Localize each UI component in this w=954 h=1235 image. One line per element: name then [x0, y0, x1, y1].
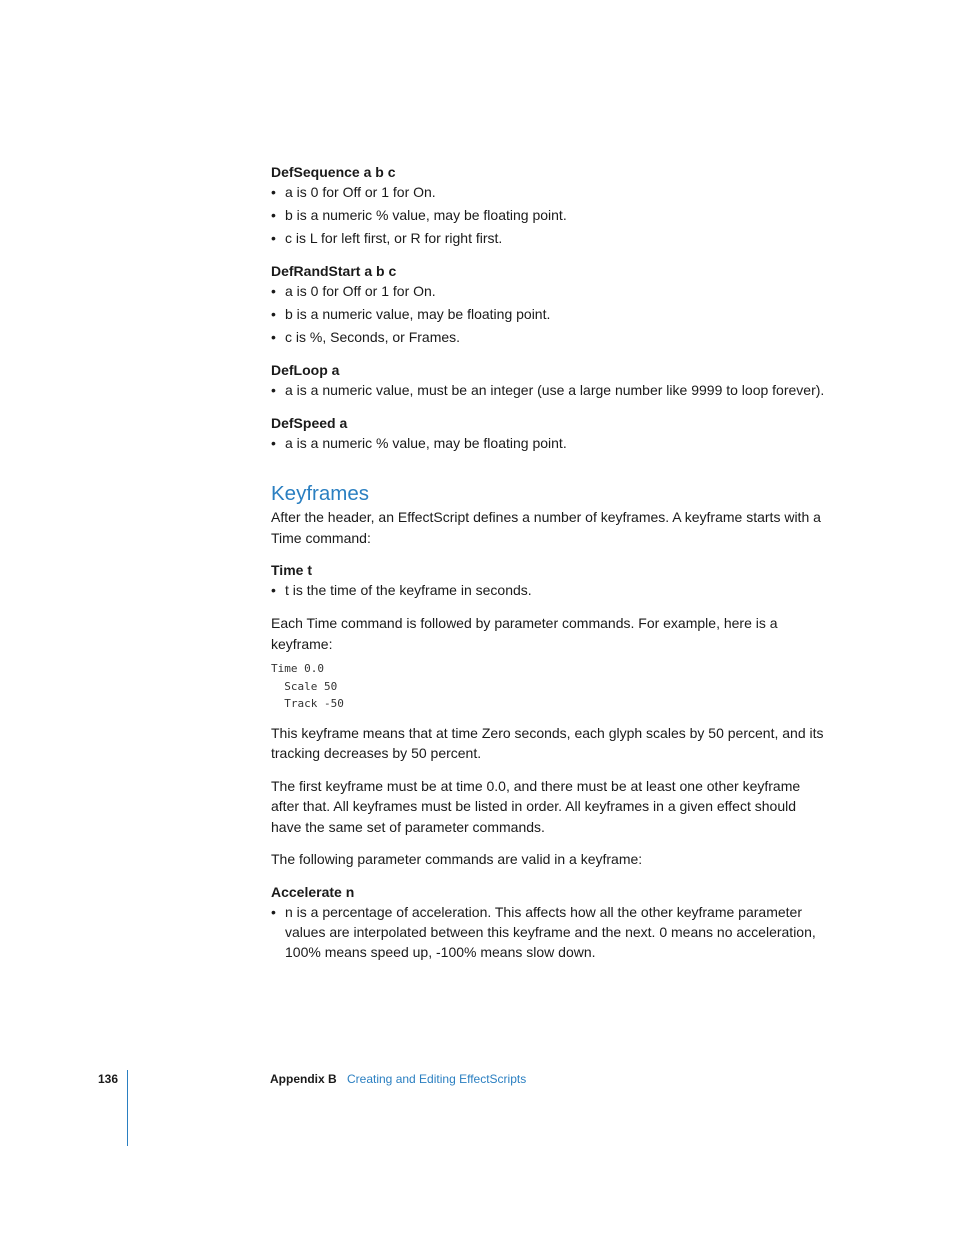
- list-item: • a is a numeric % value, may be floating point.: [271, 435, 567, 451]
- bullet-list: [271, 380, 827, 400]
- paragraph-meaning: This keyframe means that at time Zero seconds, each glyph scales by 50 percent, and its tracking decreases by 50 percent.: [271, 724, 824, 761]
- list-item: • a is 0 for Off or 1 for On.: [271, 283, 436, 299]
- definition-block-defloop: [271, 360, 827, 400]
- list-item: • c is %, Seconds, or Frames.: [271, 329, 461, 345]
- definition-block-defsequence: [271, 162, 827, 248]
- paragraph-rules: The first keyframe must be at time 0.0, and there must be at least one other keyframe after that. All keyframes must be listed in order. All keyframes in a given effect should have the same set of parameter commands.: [271, 777, 801, 835]
- paragraph-intro: After the header, an EffectScript defines a number of keyframes. A keyframe starts with a Time command:: [271, 509, 821, 546]
- bullet-icon: •: [271, 382, 276, 398]
- bullet-icon: •: [271, 207, 276, 223]
- bullet-icon: •: [271, 184, 276, 200]
- code-line: Time 0.0: [271, 662, 324, 675]
- chapter-title: Creating and Editing EffectScripts: [347, 1072, 527, 1086]
- bullet-list: [271, 281, 827, 347]
- bullet-icon: •: [271, 903, 276, 920]
- bullet-icon: •: [271, 230, 276, 246]
- code-sample: [271, 660, 827, 713]
- bullet-list: [271, 433, 827, 453]
- code-line: Scale 50: [271, 679, 338, 693]
- list-item: • a is 0 for Off or 1 for On.: [271, 184, 436, 200]
- definition-block-time: [271, 560, 827, 600]
- bullet-icon: •: [271, 329, 276, 345]
- paragraph-valid-commands: The following parameter commands are valid in a keyframe:: [271, 851, 643, 867]
- appendix-label: Appendix B: [270, 1072, 337, 1086]
- definition-term: DefSequence a b c: [271, 164, 396, 180]
- page-footer: [0, 1070, 954, 1150]
- footer-divider: [127, 1070, 128, 1146]
- definition-term: DefRandStart a b c: [271, 263, 397, 279]
- list-item: • n is a percentage of acceleration. This affects how all the other keyframe parameter values are interpolated between this keyframe and the next. 0 means no acceleration, 100% means speed up, -100% means slow down.: [271, 903, 816, 960]
- section-heading-keyframes: Keyframes: [271, 482, 369, 505]
- paragraph-example: Each Time command is followed by parameter commands. For example, here is a keyframe:: [271, 615, 778, 652]
- list-item: • a is a numeric value, must be an integer (use a large number like 9999 to loop forever).: [271, 382, 825, 398]
- bullet-list: [271, 902, 827, 962]
- bullet-list: [271, 182, 827, 248]
- bullet-icon: •: [271, 435, 276, 451]
- definition-term: DefLoop a: [271, 362, 340, 378]
- page-content: [271, 162, 827, 965]
- page-number: 136: [98, 1072, 119, 1086]
- bullet-list: [271, 580, 827, 600]
- definition-block-accelerate: [271, 882, 827, 962]
- list-item: • t is the time of the keyframe in seconds.: [271, 582, 532, 598]
- bullet-icon: •: [271, 582, 276, 598]
- list-item: • b is a numeric % value, may be floating point.: [271, 207, 567, 223]
- list-item: • c is L for left first, or R for right first.: [271, 230, 503, 246]
- definition-block-defspeed: [271, 413, 827, 453]
- code-line: Track -50: [271, 697, 344, 710]
- bullet-icon: •: [271, 283, 276, 299]
- bullet-icon: •: [271, 306, 276, 322]
- definition-term: Accelerate n: [271, 883, 355, 900]
- list-item: • b is a numeric value, may be floating point.: [271, 306, 551, 322]
- definition-term: DefSpeed a: [271, 415, 348, 431]
- definition-block-defrandstart: [271, 261, 827, 347]
- definition-term: Time t: [271, 562, 312, 578]
